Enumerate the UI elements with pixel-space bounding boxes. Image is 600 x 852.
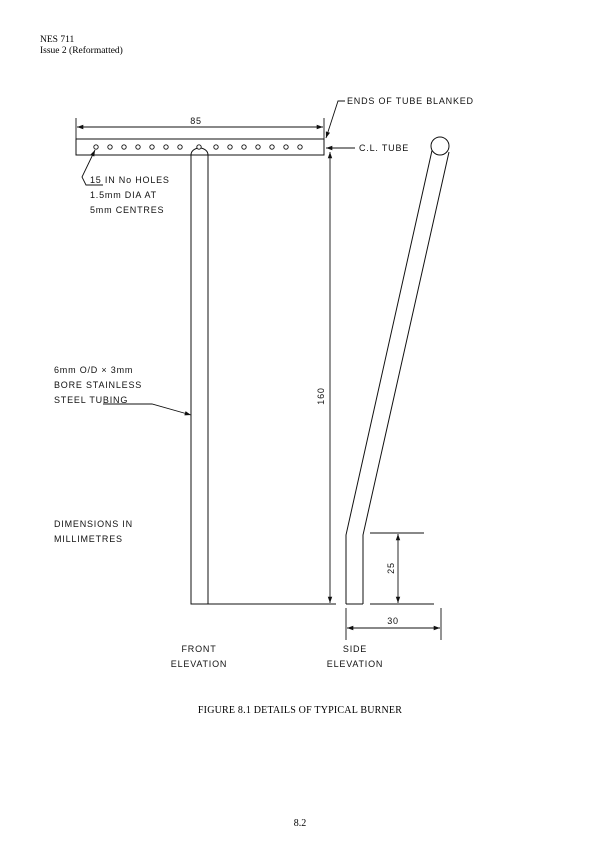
dim-160-label: 160	[316, 387, 326, 405]
front-elevation-label-2: ELEVATION	[170, 659, 228, 669]
note-tube-line-1: 6mm O/D × 3mm	[54, 365, 134, 375]
note-ends-blanked: ENDS OF TUBE BLANKED	[347, 96, 474, 106]
note-tube-line-3: STEEL TUBING	[54, 395, 129, 405]
note-tube-line-2: BORE STAINLESS	[54, 380, 143, 390]
leader-tube	[103, 404, 191, 415]
feed-tube-front	[191, 155, 208, 604]
dim-25-label: 25	[386, 562, 396, 574]
note-holes-line-3: 5mm CENTRES	[90, 205, 165, 215]
document-issue: Issue 2 (Reformatted)	[40, 46, 123, 56]
figure-caption: FIGURE 8.1 DETAILS OF TYPICAL BURNER	[197, 705, 403, 716]
note-units-line-1: DIMENSIONS IN	[54, 519, 133, 529]
side-elevation-label-2: ELEVATION	[326, 659, 384, 669]
note-units-line-2: MILLIMETRES	[54, 534, 123, 544]
note-holes-line-2: 1.5mm DIA AT	[90, 190, 157, 200]
dim-85-label: 85	[190, 116, 202, 126]
burner-holes	[94, 145, 302, 149]
burner-tube-side	[346, 146, 449, 604]
side-elevation-label-1: SIDE	[342, 644, 368, 654]
note-cl-tube: C.L. TUBE	[359, 143, 410, 153]
page-number: 8.2	[293, 818, 307, 829]
front-elevation-label-1: FRONT	[181, 644, 217, 654]
leader-ends-blanked	[326, 101, 345, 138]
burner-tube-end-circle	[431, 137, 449, 155]
document-id: NES 711	[40, 35, 75, 45]
note-holes-line-1: 15 IN No HOLES	[90, 175, 170, 185]
dim-30-label: 30	[387, 616, 399, 626]
